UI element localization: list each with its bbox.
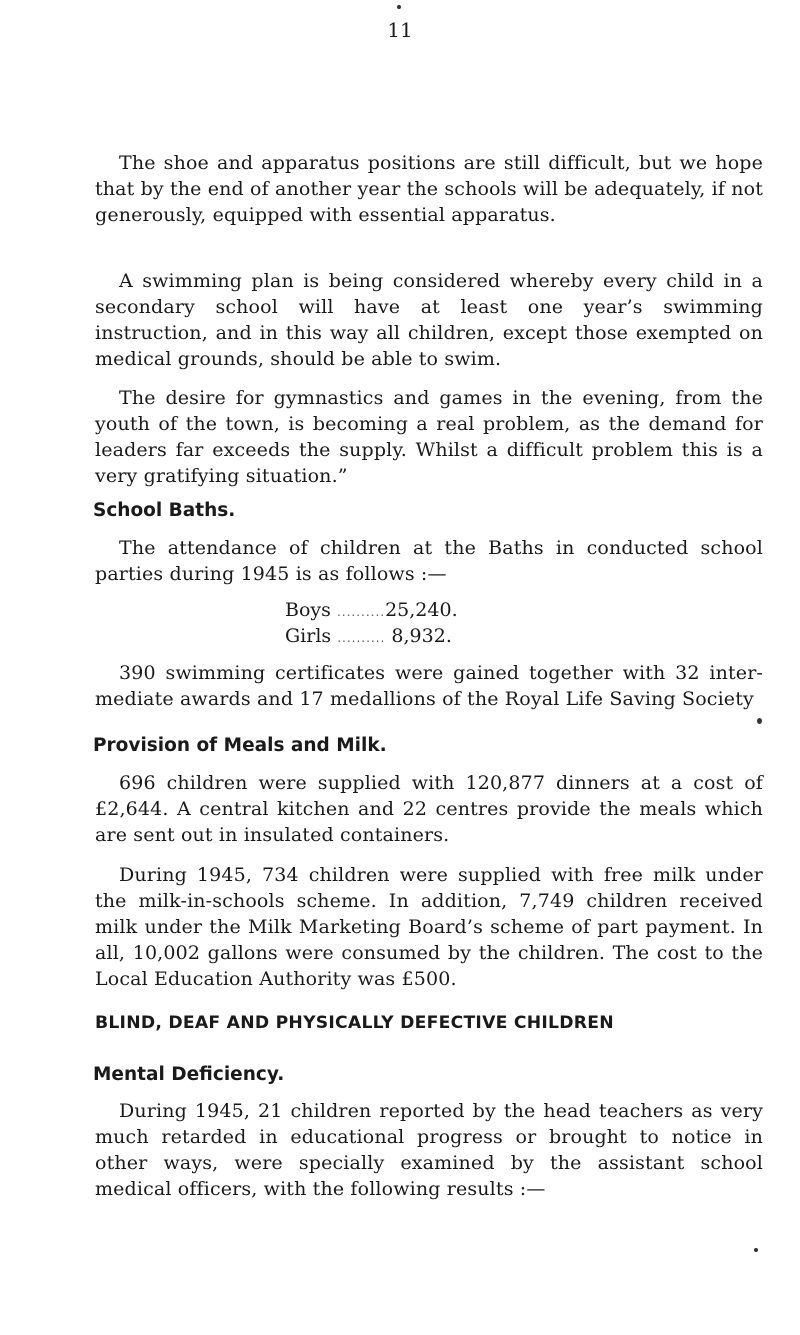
scan-speck [757, 718, 762, 724]
stat-row-boys [285, 597, 458, 625]
heading-mental-deficiency: Mental Deficiency. [93, 1064, 285, 1085]
stat-label-boys: Boys [285, 599, 331, 621]
paragraph-mental-deficiency: During 1945, 21 children reported by the head teachers as very much retarded in educational progress or brought to notice in other ways, were specially examined by the assistant school medical officers, with the following results :— [95, 1100, 763, 1200]
stat-value-girls: 8,932. [391, 625, 452, 647]
stat-row-girls [285, 623, 452, 651]
scan-speck [397, 5, 401, 9]
heading-school-baths: School Baths. [93, 500, 236, 521]
paragraph-gymnastics: The desire for gymnastics and games in the evening, from the youth of the town, is becoming a real problem, as the demand for leaders far exceeds the supply. Whilst a difficult problem this is a very gratifying situation.” [95, 387, 763, 487]
page-number: 11 [387, 18, 413, 42]
heading-meals-milk: Provision of Meals and Milk. [93, 735, 387, 756]
paragraph-dinners: 696 children were supplied with 120,877 dinners at a cost of £2,644. A central kitchen and 22 centres provide the meals which are sent out in insulated containers. [95, 772, 763, 846]
heading-blind-deaf-defective: BLIND, DEAF AND PHYSICALLY DEFECTIVE CHILDREN [95, 1013, 614, 1033]
paragraph-swimming-plan: A swimming plan is being considered whereby every child in a secondary school will have at least one year’s swimming instruction, and in this way all children, except those exempted on medical grounds, should be able to swim. [95, 270, 763, 370]
stat-value-boys: 25,240. [385, 599, 458, 621]
scan-speck [754, 1248, 758, 1252]
paragraph-baths-attendance: The attendance of children at the Baths in conducted school parties during 1945 is as follows :— [95, 537, 763, 585]
paragraph-milk: During 1945, 734 children were supplied with free milk under the milk-in-schools scheme. In addition, 7,749 children received milk under the Milk Marketing Board’s scheme of part payment. In all, 10,002 gallons were consumed by the children. The cost to the Local Education Authority was £500. [95, 864, 763, 990]
paragraph-apparatus: The shoe and apparatus positions are still difficult, but we hope that by the end of another year the schools will be adequately, if not generously, equipped with essential apparatus. [95, 152, 764, 226]
stat-leader-girls: .......... [337, 631, 386, 645]
paragraph-certificates: 390 swimming certificates were gained together with 32 inter-mediate awards and 17 medallions of the Royal Life Saving Society [95, 662, 763, 710]
stat-label-girls: Girls [285, 625, 332, 647]
stat-leader-boys: .......... [336, 605, 386, 619]
